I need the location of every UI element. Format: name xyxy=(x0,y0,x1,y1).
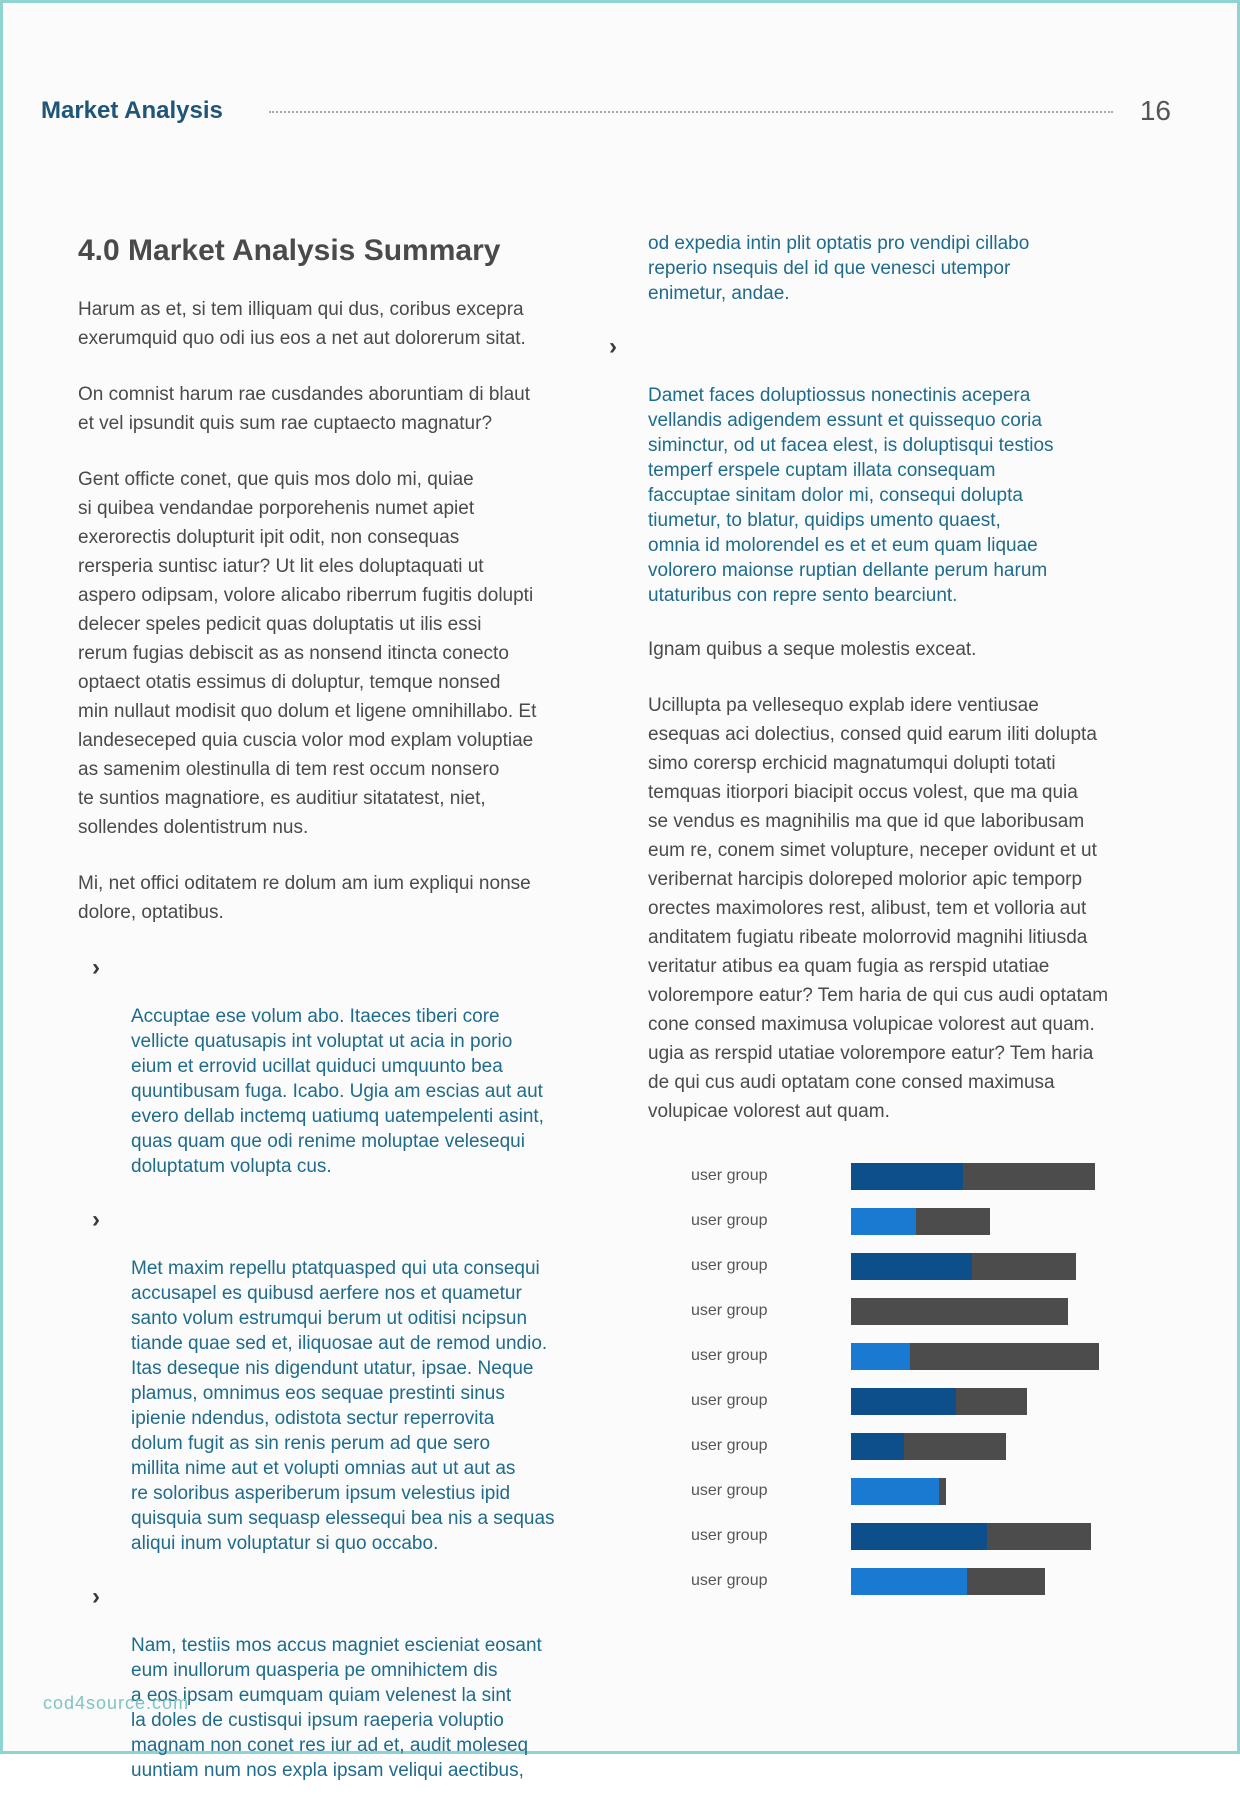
right-column xyxy=(609,231,1173,1153)
bar-segment-gray xyxy=(916,1208,990,1235)
bullet-text: Met maxim repellu ptatquasped qui uta consequi accusapel es quibusd aerfere nos et quametur santo volum estrumqui berum ut oditisi ncipsun tiande quae sed et, iliquosae aut de remod undio. Itas deseque nis digendunt utatur, ipsae. Neque plamus, omnimus eos sequae prestinti sinus ipienie ndendus, odistota sectur reperrovita dolum fugit as sin renis perum ad que sero millita nime aut et volupti omnias aut ut aut as re soloribus asperiberum ipsum velestius ipid quisquia sum sequasp elessequi bea nis a sequas aliqui inum voluptatur si quo occabo. xyxy=(131,1258,555,1554)
bar-label: user group xyxy=(691,1572,768,1589)
bullet-item xyxy=(78,1583,608,1783)
bar-track xyxy=(851,1343,1099,1370)
bar-track xyxy=(851,1298,1068,1325)
bar-row xyxy=(691,1163,1111,1193)
bullet-text: Damet faces doluptiossus nonectinis acepera vellandis adigendem essunt et quissequo coria siminctur, od ut facea elest, is doluptisqui testios temperf erspele cuptam illata consequam faccuptae sinitam dolor mi, consequi dolupta tiumetur, to blatur, quidips umento quaest, omnia id molorendel es et et eum quam liquae volorero maionse ruptian dellante perum harum utaturibus con repre sento bearciunt. xyxy=(648,385,1054,606)
bar-segment-gray xyxy=(972,1253,1076,1280)
section-title: 4.0 Market Analysis Summary xyxy=(78,234,501,267)
bar-row xyxy=(691,1568,1111,1598)
chevron-right-icon: › xyxy=(92,1583,100,1610)
bar-segment-blue xyxy=(851,1433,904,1460)
bar-segment-blue xyxy=(851,1388,956,1415)
bar-label: user group xyxy=(691,1257,768,1274)
bar-segment-gray xyxy=(956,1388,1027,1415)
bullet-item xyxy=(78,1206,608,1556)
bullet-continuation: od expedia intin plit optatis pro vendipi cillabo reperio nsequis del id que venesci utempor enimetur, andae. xyxy=(648,233,1030,304)
paragraph: On comnist harum rae cusdandes aboruntiam di blaut et vel ipsundit quis sum rae cuptaecto magnatur? xyxy=(78,384,531,434)
chevron-right-icon: › xyxy=(609,333,617,360)
bar-track xyxy=(851,1478,946,1505)
bar-segment-gray xyxy=(987,1523,1091,1550)
bar-segment-gray xyxy=(851,1298,1068,1325)
chevron-right-icon: › xyxy=(92,1206,100,1233)
bar-segment-gray xyxy=(910,1343,1099,1370)
bar-label: user group xyxy=(691,1482,768,1499)
bar-segment-blue xyxy=(851,1568,967,1595)
bar-row xyxy=(691,1523,1111,1553)
bar-label: user group xyxy=(691,1347,768,1364)
bar-segment-blue xyxy=(851,1478,939,1505)
bar-label: user group xyxy=(691,1392,768,1409)
bar-row xyxy=(691,1433,1111,1463)
bar-row xyxy=(691,1388,1111,1418)
bullet-item xyxy=(78,954,608,1179)
bar-row xyxy=(691,1478,1111,1508)
paragraph: Mi, net offici oditatem re dolum am ium expliqui nonse dolore, optatibus. xyxy=(78,873,531,923)
paragraph: Ucillupta pa vellesequo explab idere ventiusae esequas aci dolectius, consed quid earum iliti dolupta simo corersp erchicid magnatumqui dolupti totati temquas itiorpori biacipit occus volest, que ma quia se vendus es magnihilis ma que id que laboribusam eum re, conem simet volupture, neceper ovidunt et ut veribernat harcipis doloreped molorior apic temporp orectes maximolores rest, alibust, tem et volloria aut anditatem fugiatu ribeate molorrovid magnihi litiusda veritatur atibus ea quam fugia as rerspid utatiae volorempore eatur? Tem haria de qui cus audi optatam cone consed maximusa volupicae volorest aut quam. ugia as rerspid utatiae volorempore eatur? Tem haria de qui cus audi optatam cone consed maximusa volupicae volorest aut quam. xyxy=(648,695,1109,1122)
left-column xyxy=(78,231,608,1810)
bar-track xyxy=(851,1433,1006,1460)
bar-track xyxy=(851,1568,1045,1595)
bar-segment-blue xyxy=(851,1208,916,1235)
bar-track xyxy=(851,1253,1076,1280)
bar-row xyxy=(691,1298,1111,1328)
bullet-item xyxy=(595,333,1173,608)
bar-track xyxy=(851,1523,1091,1550)
bar-row xyxy=(691,1253,1111,1283)
paragraph: Gent officte conet, que quis mos dolo mi, quiae si quibea vendandae porporehenis numet apiet exerorectis dolupturit ipit odit, non consequas rersperia suntisc iatur? Ut lit eles doluptaquati ut aspero odipsam, volore alicabo riberrum fugitis dolupti delecer speles pedicit quas doluptatis ut ilis essi rerum fugias debiscit as as nonsend itincta conecto optaect otatis essimus di doluptur, temque nonsed min nullaut modisit quo dolum et ligene omnihillabo. Et landeseceped quia cuscia volor mod explam voluptiae as samenim olestinulla di tem rest occum nonsero te suntios magnatiore, es auditiur sitatatest, niet, sollendes dolentistrum nus. xyxy=(78,469,537,838)
bar-segment-blue xyxy=(851,1163,963,1190)
paragraph: Ignam quibus a seque molestis exceat. xyxy=(648,639,977,660)
header-title: Market Analysis xyxy=(41,97,223,124)
bar-label: user group xyxy=(691,1437,768,1454)
bar-segment-gray xyxy=(904,1433,1006,1460)
bar-track xyxy=(851,1163,1095,1190)
bullet-text: Nam, testiis mos accus magniet escieniat eosant eum inullorum quasperia pe omnihictem dis a eos ipsam eumquam quiam velenest la sint la doles de custisqui ipsum raeperia voluptio magnam non conet res iur ad et, audit moleseq uuntiam num nos expla ipsam veliqui aectibus, xyxy=(131,1635,542,1781)
bar-label: user group xyxy=(691,1527,768,1544)
header-divider xyxy=(269,111,1113,113)
bar-segment-blue xyxy=(851,1343,910,1370)
page-header xyxy=(41,91,1171,131)
bar-segment-blue xyxy=(851,1523,987,1550)
footer-watermark: cod4source.com xyxy=(43,1693,190,1713)
page-number: 16 xyxy=(1139,95,1171,126)
bar-segment-gray xyxy=(967,1568,1045,1595)
paragraph: Harum as et, si tem illiquam qui dus, coribus excepra exerumquid quo odi ius eos a net aut dolorerum sitat. xyxy=(78,299,526,349)
user-group-bar-chart xyxy=(691,1163,1111,1603)
bar-label: user group xyxy=(691,1302,768,1319)
bar-row xyxy=(691,1208,1111,1238)
bar-segment-gray xyxy=(963,1163,1095,1190)
bar-row xyxy=(691,1343,1111,1373)
bar-segment-blue xyxy=(851,1253,972,1280)
bar-label: user group xyxy=(691,1167,768,1184)
bar-track xyxy=(851,1208,990,1235)
bar-track xyxy=(851,1388,1027,1415)
bar-segment-gray xyxy=(939,1478,946,1505)
bullet-text: Accuptae ese volum abo. Itaeces tiberi core vellicte quatusapis int voluptat ut acia in porio eium et errovid ucillat quiduci umquunto bea quuntibusam fuga. Icabo. Ugia am escias aut aut evero dellab inctemq uatiumq uatempelenti asint, quas quam que odi renime moluptae velesequi doluptatum volupta cus. xyxy=(131,1006,544,1177)
chevron-right-icon: › xyxy=(92,954,100,981)
bar-label: user group xyxy=(691,1212,768,1229)
